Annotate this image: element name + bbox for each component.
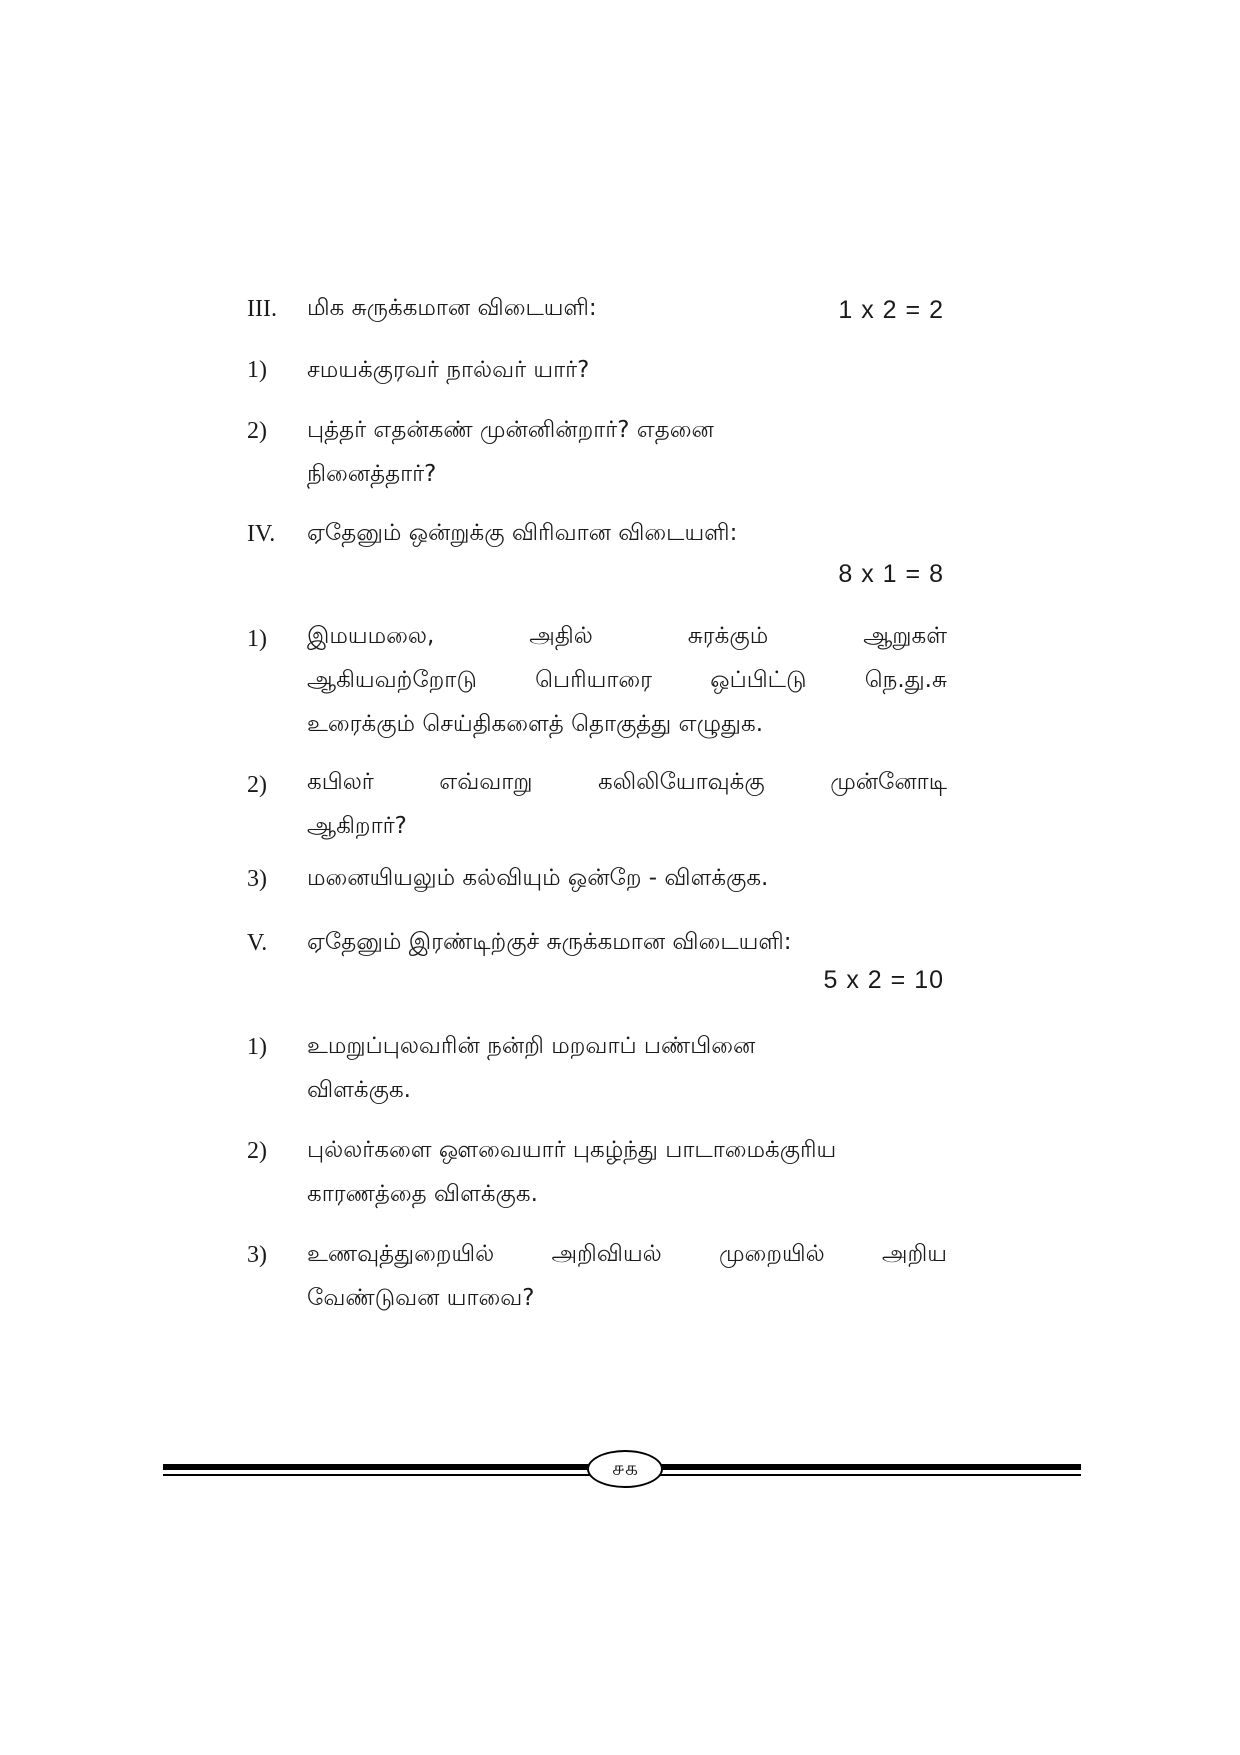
question-number: 2)	[247, 418, 267, 444]
question-line: உணவுத்துறையில் அறிவியல் முறையில் அறிய	[307, 1241, 947, 1267]
question-line: சமயக்குரவர் நால்வர் யார்?	[307, 357, 590, 383]
question-text	[307, 760, 947, 848]
page-number-text: ௪௧	[611, 1455, 639, 1480]
page-number	[587, 1450, 663, 1488]
section-number: IV.	[247, 521, 276, 547]
question-line: நினைத்தார்?	[307, 461, 437, 487]
question-number: 3)	[247, 1242, 267, 1268]
question-line: உரைக்கும் செய்திகளைத் தொகுத்து எழுதுக.	[307, 711, 764, 737]
question-text	[307, 1024, 947, 1112]
section-heading: ஏதேனும் இரண்டிற்குச் சுருக்கமான விடையளி:	[307, 929, 792, 955]
question-number: 3)	[247, 866, 267, 892]
question-text	[307, 1128, 947, 1216]
question-text	[307, 408, 947, 496]
question-line: இமயமலை, அதில் சுரக்கும் ஆறுகள்	[307, 623, 947, 649]
question-line: கபிலர் எவ்வாறு கலிலியோவுக்கு முன்னோடி	[307, 769, 947, 795]
question-number: 1)	[247, 357, 267, 383]
question-number: 2)	[247, 1138, 267, 1164]
question-number: 2)	[247, 772, 267, 798]
marks-label: 1 x 2 = 2	[838, 296, 944, 324]
section-number: III.	[247, 296, 277, 322]
section-heading: ஏதேனும் ஒன்றுக்கு விரிவான விடையளி:	[307, 520, 738, 546]
question-text	[307, 1232, 947, 1320]
question-line: வேண்டுவன யாவை?	[307, 1285, 535, 1311]
question-number: 1)	[247, 1034, 267, 1060]
question-text	[307, 348, 947, 392]
marks-label: 5 x 2 = 10	[823, 966, 944, 994]
question-line: காரணத்தை விளக்குக.	[307, 1181, 538, 1207]
question-line: ஆகியவற்றோடு பெரியாரை ஒப்பிட்டு நெ.து.சு	[307, 667, 947, 693]
question-number: 1)	[247, 626, 267, 652]
question-line: மனையியலும் கல்வியும் ஒன்றே - விளக்குக.	[307, 865, 769, 891]
question-line: புல்லர்களை ஔவையார் புகழ்ந்து பாடாமைக்குரிய	[307, 1137, 837, 1163]
question-line: உமறுப்புலவரின் நன்றி மறவாப் பண்பினை	[307, 1033, 756, 1059]
question-line: ஆகிறார்?	[307, 813, 407, 839]
question-text	[307, 614, 947, 746]
question-line: விளக்குக.	[307, 1077, 411, 1103]
question-text	[307, 856, 947, 900]
question-line: புத்தர் எதன்கண் முன்னின்றார்? எதனை	[307, 417, 714, 443]
section-number: V.	[247, 930, 268, 956]
marks-label: 8 x 1 = 8	[838, 560, 944, 588]
section-heading: மிக சுருக்கமான விடையளி:	[307, 295, 597, 321]
